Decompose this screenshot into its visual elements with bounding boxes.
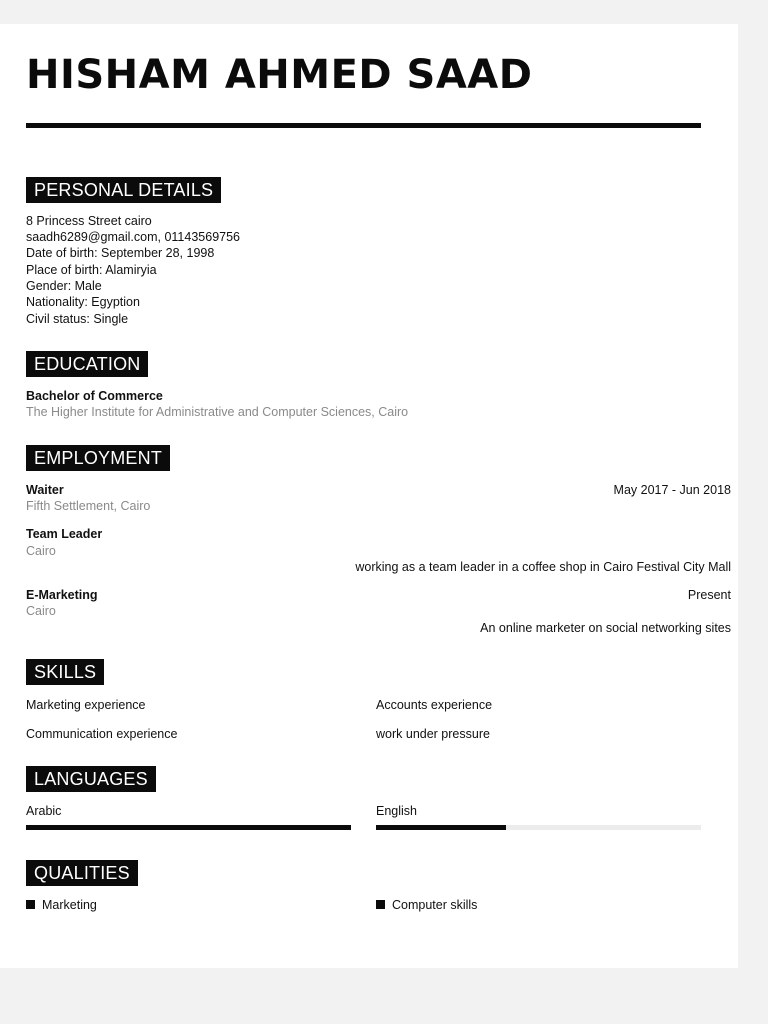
language-name: Arabic <box>26 804 62 818</box>
language-level-fill <box>376 825 506 830</box>
square-bullet-icon <box>376 900 385 909</box>
language-level-bar-arabic <box>26 825 351 830</box>
skill-item: Marketing experience <box>26 698 146 712</box>
language-level-bar-english <box>376 825 701 830</box>
personal-place-of-birth: Place of birth: Alamiryia <box>26 263 157 277</box>
section-title-languages: LANGUAGES <box>26 766 156 792</box>
job-role: E-Marketing <box>26 588 98 602</box>
job-description: An online marketer on social networking sites <box>480 621 731 635</box>
language-name: English <box>376 804 417 818</box>
job-role: Team Leader <box>26 527 103 541</box>
personal-gender: Gender: Male <box>26 279 102 293</box>
job-location: Cairo <box>26 604 56 618</box>
section-title-education: EDUCATION <box>26 351 148 377</box>
viewer-top-bar <box>0 0 768 24</box>
personal-address: 8 Princess Street cairo <box>26 214 152 228</box>
square-bullet-icon <box>26 900 35 909</box>
quality-label: Computer skills <box>392 898 478 912</box>
personal-civil-status: Civil status: Single <box>26 312 129 326</box>
job-description: working as a team leader in a coffee shop in Cairo Festival City Mall <box>355 560 731 574</box>
candidate-name: HISHAM AHMED SAAD <box>26 52 533 98</box>
section-title-qualities: QUALITIES <box>26 860 138 886</box>
job-dates: May 2017 - Jun 2018 <box>613 483 731 497</box>
job-dates: Present <box>687 588 731 602</box>
personal-contact: saadh6289@gmail.com, 01143569756 <box>26 230 241 244</box>
personal-nationality: Nationality: Egyption <box>26 295 140 309</box>
job-role: Waiter <box>26 483 64 497</box>
language-level-fill <box>26 825 351 830</box>
personal-date-of-birth: Date of birth: September 28, 1998 <box>26 246 215 260</box>
education-institution: The Higher Institute for Administrative and Computer Sciences, Cairo <box>26 405 409 419</box>
skill-item: work under pressure <box>376 727 490 741</box>
skill-item: Communication experience <box>26 727 178 741</box>
quality-item <box>376 897 477 913</box>
skill-item: Accounts experience <box>376 698 493 712</box>
section-title-employment: EMPLOYMENT <box>26 445 170 471</box>
quality-item <box>26 897 97 913</box>
section-title-skills: SKILLS <box>26 659 104 685</box>
quality-label: Marketing <box>42 898 97 912</box>
job-location: Cairo <box>26 544 56 558</box>
header-divider <box>26 123 701 128</box>
job-location: Fifth Settlement, Cairo <box>26 499 151 513</box>
section-title-personal-details: PERSONAL DETAILS <box>26 177 221 203</box>
education-degree: Bachelor of Commerce <box>26 389 163 403</box>
